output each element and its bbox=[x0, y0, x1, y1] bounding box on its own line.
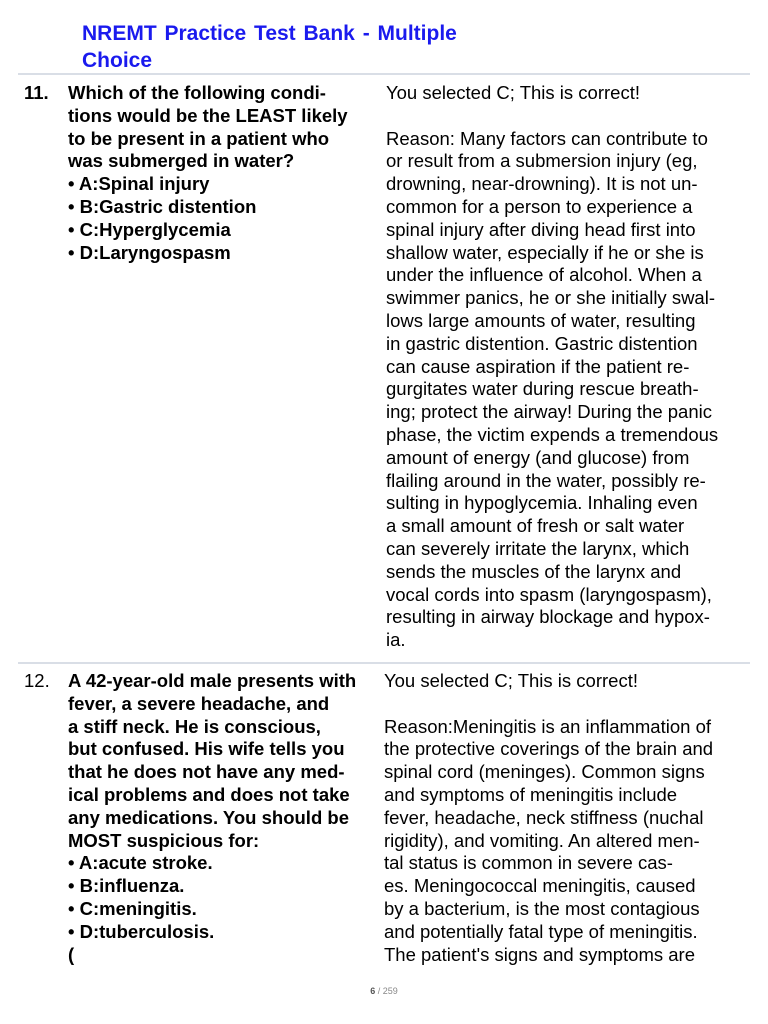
reason-line: Reason:Meningitis is an inflammation of bbox=[384, 715, 711, 737]
page-title bbox=[82, 20, 502, 74]
reason-line: sends the muscles of the larynx and bbox=[386, 560, 682, 582]
answer-status: You selected C; This is correct! bbox=[386, 82, 640, 103]
reason-line: tal status is common in severe cas- bbox=[384, 852, 673, 874]
page-separator: / bbox=[375, 986, 383, 996]
answer-12 bbox=[384, 670, 744, 966]
reason-line: sulting in hypoglycemia. Inhaling even bbox=[386, 492, 698, 514]
question-line: ical problems and does not take bbox=[68, 783, 350, 805]
option-d: • D:tuberculosis. bbox=[68, 920, 215, 942]
question-line: was submerged in water? bbox=[68, 150, 295, 172]
question-line: that he does not have any med- bbox=[68, 761, 345, 783]
reason-line: under the influence of alcohol. When a bbox=[386, 264, 702, 286]
question-line: a stiff neck. He is conscious, bbox=[68, 715, 321, 737]
reason-line: drowning, near-drowning). It is not un- bbox=[386, 173, 698, 195]
reason-line: phase, the victim expends a tremendous bbox=[386, 423, 719, 445]
current-page: 6 bbox=[370, 986, 376, 996]
reason-line: amount of energy (and glucose) from bbox=[386, 446, 690, 468]
divider-top bbox=[18, 73, 750, 75]
option-a: • A:Spinal injury bbox=[68, 173, 210, 195]
page-title-line-1: NREMT Practice Test Bank - Multiple bbox=[82, 22, 457, 45]
option-b: • B:influenza. bbox=[68, 875, 185, 897]
reason-line: gurgitates water during rescue breath- bbox=[386, 378, 699, 400]
reason-line: can severely irritate the larynx, which bbox=[386, 537, 690, 559]
reason-line: vocal cords into spasm (laryngospasm), bbox=[386, 583, 712, 605]
question-line: to be present in a patient who bbox=[68, 127, 330, 149]
reason-line: spinal cord (meninges). Common signs bbox=[384, 761, 705, 783]
question-number: 11. bbox=[24, 82, 49, 103]
option-c: • C:meningitis. bbox=[68, 897, 197, 919]
reason-line: lows large amounts of water, resulting bbox=[386, 309, 696, 331]
reason-line: swimmer panics, he or she initially swal- bbox=[386, 287, 715, 309]
option-d: • D:Laryngospasm bbox=[68, 241, 231, 263]
reason-line: ing; protect the airway! During the panic bbox=[386, 401, 712, 423]
question-line: fever, a severe headache, and bbox=[68, 692, 330, 714]
reason-line: common for a person to experience a bbox=[386, 195, 693, 217]
reason-line: by a bacterium, is the most contagious bbox=[384, 897, 700, 919]
reason-line: the protective coverings of the brain and bbox=[384, 738, 714, 760]
option-c: • C:Hyperglycemia bbox=[68, 218, 231, 240]
option-a: • A:acute stroke. bbox=[68, 852, 213, 874]
reason-line: in gastric distention. Gastric distention bbox=[386, 332, 698, 354]
reason-line: and potentially fatal type of meningitis. bbox=[384, 920, 698, 942]
question-line: any medications. You should be bbox=[68, 806, 349, 828]
question-line: A 42-year-old male presents with bbox=[68, 670, 357, 691]
question-text bbox=[68, 82, 376, 264]
reason-line: es. Meningococcal meningitis, caused bbox=[384, 875, 696, 897]
reason-line: The patient's signs and symptoms are bbox=[384, 943, 695, 965]
reason-line: fever, headache, neck stiffness (nuchal bbox=[384, 806, 704, 828]
reason-line: or result from a submersion injury (eg, bbox=[386, 150, 698, 172]
page-title-line-2: Choice bbox=[82, 49, 153, 72]
total-pages: 259 bbox=[382, 986, 398, 996]
question-line: but confused. His wife tells you bbox=[68, 738, 345, 760]
divider-middle bbox=[18, 662, 750, 664]
reason-line: Reason: Many factors can contribute to bbox=[386, 127, 708, 149]
page-indicator bbox=[0, 986, 768, 996]
question-number: 12. bbox=[24, 670, 50, 691]
answer-11 bbox=[386, 82, 746, 652]
option-b: • B:Gastric distention bbox=[68, 195, 257, 217]
answer-status: You selected C; This is correct! bbox=[384, 670, 638, 691]
reason-line: resulting in airway blockage and hypox- bbox=[386, 606, 710, 628]
reason-line: rigidity), and vomiting. An altered men- bbox=[384, 829, 700, 851]
question-line: ( bbox=[68, 943, 75, 965]
question-line: Which of the following condi- bbox=[68, 82, 326, 103]
question-line: tions would be the LEAST likely bbox=[68, 104, 348, 126]
reason-line: and symptoms of meningitis include bbox=[384, 783, 678, 805]
reason-line: can cause aspiration if the patient re- bbox=[386, 355, 690, 377]
reason-line: a small amount of fresh or salt water bbox=[386, 515, 685, 537]
reason-line: spinal injury after diving head first into bbox=[386, 218, 696, 240]
reason-line: ia. bbox=[386, 629, 406, 651]
question-text bbox=[68, 670, 376, 966]
reason-line: shallow water, especially if he or she is bbox=[386, 241, 704, 263]
question-line: MOST suspicious for: bbox=[68, 829, 260, 851]
reason-line: flailing around in the water, possibly re- bbox=[386, 469, 706, 491]
